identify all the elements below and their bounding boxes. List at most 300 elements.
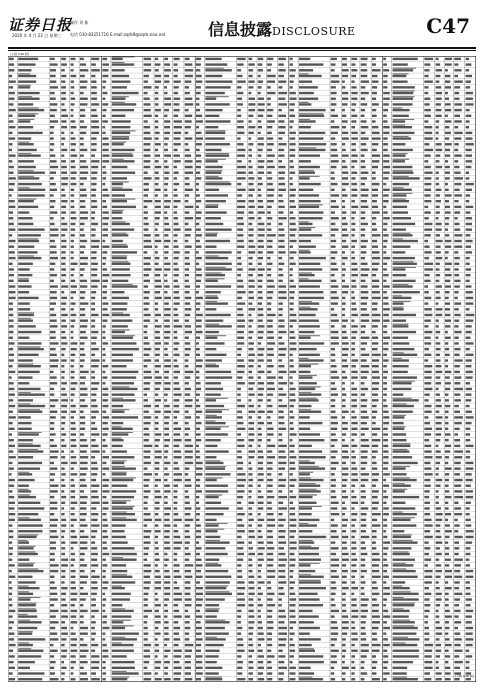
cell-text-mark bbox=[155, 439, 160, 441]
cell-text-mark bbox=[361, 496, 366, 498]
cell-text-mark bbox=[290, 246, 293, 248]
cell-text-mark bbox=[71, 143, 76, 145]
cell-text-mark bbox=[267, 661, 271, 663]
cell-text-mark bbox=[196, 467, 203, 469]
cell-text-mark bbox=[445, 172, 450, 174]
cell-text-mark bbox=[299, 147, 316, 148]
cell-text-mark bbox=[278, 263, 284, 265]
cell-text-mark bbox=[155, 274, 160, 276]
cell-text-mark bbox=[112, 251, 137, 253]
cell-text-mark bbox=[80, 337, 88, 339]
cell-text-mark bbox=[91, 297, 95, 299]
cell-text-mark bbox=[18, 540, 27, 541]
cell-text-mark bbox=[331, 450, 338, 452]
cell-text-mark bbox=[290, 433, 297, 435]
cell-text-mark bbox=[50, 234, 59, 236]
cell-text-mark bbox=[299, 393, 321, 395]
cell-text-mark bbox=[155, 672, 158, 674]
cell-text-mark bbox=[144, 280, 150, 282]
cell-text-mark bbox=[144, 291, 150, 293]
cell-text-mark bbox=[112, 371, 139, 373]
cell-text-mark bbox=[361, 382, 365, 384]
cell-text-mark bbox=[185, 638, 190, 640]
cell-text-mark bbox=[174, 496, 178, 498]
cell-text-mark bbox=[205, 274, 225, 276]
cell-text-mark bbox=[50, 388, 54, 390]
cell-text-mark bbox=[278, 98, 285, 100]
cell-text-mark bbox=[80, 302, 88, 304]
cell-text-mark bbox=[383, 297, 388, 299]
cell-text-mark bbox=[393, 568, 407, 569]
cell-text-mark bbox=[342, 166, 347, 168]
cell-text-mark bbox=[342, 143, 345, 145]
cell-text-mark bbox=[436, 388, 439, 390]
cell-text-mark bbox=[393, 615, 409, 617]
cell-text-mark bbox=[196, 103, 199, 105]
cell-text-mark bbox=[258, 393, 263, 395]
cell-text-mark bbox=[372, 80, 379, 82]
cell-text-mark bbox=[267, 342, 275, 344]
cell-text-mark bbox=[278, 325, 284, 327]
cell-text-mark bbox=[112, 244, 127, 245]
cell-text-mark bbox=[237, 337, 244, 339]
cell-text-mark bbox=[50, 496, 54, 498]
cell-text-mark bbox=[361, 172, 369, 174]
cell-text-mark bbox=[112, 211, 123, 213]
cell-text-mark bbox=[155, 297, 162, 299]
cell-text-mark bbox=[237, 234, 243, 236]
cell-text-mark bbox=[267, 445, 275, 447]
cell-text-mark bbox=[248, 217, 254, 219]
cell-text-mark bbox=[50, 376, 57, 378]
cell-text-mark bbox=[383, 598, 387, 600]
cell-text-mark bbox=[185, 143, 188, 145]
cell-text-mark bbox=[18, 598, 30, 600]
cell-text-mark bbox=[299, 166, 320, 168]
cell-text-mark bbox=[342, 456, 349, 458]
cell-text-mark bbox=[454, 319, 459, 321]
cell-text-mark bbox=[91, 416, 96, 418]
cell-text-mark bbox=[174, 86, 179, 88]
cell-text-mark bbox=[112, 517, 126, 518]
cell-text-mark bbox=[278, 92, 287, 94]
cell-text-mark bbox=[237, 308, 243, 310]
cell-text-mark bbox=[102, 319, 107, 321]
cell-text-mark bbox=[267, 302, 271, 304]
cell-text-mark bbox=[61, 485, 65, 487]
cell-text-mark bbox=[112, 69, 125, 71]
cell-text-mark bbox=[383, 58, 386, 60]
cell-text-mark bbox=[185, 615, 190, 617]
cell-text-mark bbox=[91, 342, 96, 344]
cell-text-mark bbox=[454, 280, 460, 282]
cell-text-mark bbox=[237, 433, 241, 435]
cell-text-mark bbox=[174, 650, 182, 652]
cell-text-mark bbox=[278, 467, 285, 469]
cell-text-mark bbox=[342, 587, 349, 589]
cell-text-mark bbox=[278, 456, 286, 458]
cell-text-mark bbox=[383, 120, 387, 122]
cell-text-mark bbox=[205, 530, 217, 532]
cell-text-mark bbox=[237, 228, 243, 230]
cell-text-mark bbox=[237, 177, 246, 179]
cell-text-mark bbox=[445, 86, 451, 88]
cell-text-mark bbox=[102, 359, 105, 361]
cell-text-mark bbox=[290, 234, 296, 236]
cell-text-mark bbox=[267, 314, 275, 316]
cell-text-mark bbox=[174, 160, 181, 162]
cell-text-mark bbox=[372, 490, 379, 492]
cell-text-mark bbox=[454, 285, 459, 287]
cell-text-mark bbox=[155, 570, 160, 572]
cell-text-mark bbox=[50, 359, 59, 361]
cell-text-mark bbox=[91, 183, 96, 185]
cell-text-mark bbox=[393, 314, 416, 316]
cell-text-mark bbox=[342, 530, 346, 532]
cell-text-mark bbox=[9, 137, 15, 139]
cell-text-mark bbox=[9, 291, 16, 293]
cell-text-mark bbox=[331, 467, 336, 469]
cell-text-mark bbox=[248, 399, 251, 401]
cell-text-mark bbox=[237, 587, 245, 589]
cell-text-mark bbox=[205, 615, 216, 617]
cell-text-mark bbox=[267, 467, 272, 469]
cell-text-mark bbox=[50, 342, 59, 344]
cell-text-mark bbox=[102, 615, 107, 617]
cell-text-mark bbox=[50, 638, 59, 640]
cell-text-mark bbox=[454, 92, 459, 94]
cell-text-mark bbox=[205, 382, 221, 384]
cell-text-mark bbox=[299, 58, 310, 60]
cell-text-mark bbox=[424, 467, 431, 469]
cell-text-mark bbox=[393, 381, 415, 382]
cell-text-mark bbox=[466, 126, 469, 128]
cell-text-mark bbox=[155, 80, 161, 82]
cell-text-mark bbox=[466, 331, 472, 333]
cell-text-mark bbox=[351, 627, 355, 629]
cell-text-mark bbox=[445, 183, 448, 185]
cell-text-mark bbox=[383, 257, 390, 259]
cell-text-mark bbox=[9, 433, 12, 435]
cell-text-mark bbox=[331, 570, 337, 572]
cell-text-mark bbox=[248, 473, 252, 475]
cell-text-mark bbox=[393, 551, 409, 552]
cell-text-mark bbox=[155, 263, 159, 265]
cell-text-mark bbox=[278, 228, 284, 230]
cell-text-mark bbox=[436, 137, 439, 139]
cell-text-mark bbox=[9, 263, 13, 265]
cell-text-mark bbox=[185, 126, 191, 128]
cell-text-mark bbox=[112, 490, 136, 492]
cell-text-mark bbox=[424, 422, 430, 424]
cell-text-mark bbox=[9, 297, 16, 299]
cell-text-mark bbox=[424, 581, 431, 583]
cell-text-mark bbox=[9, 189, 14, 191]
cell-text-mark bbox=[372, 456, 376, 458]
cell-text-mark bbox=[71, 530, 76, 532]
cell-text-mark bbox=[267, 399, 271, 401]
cell-text-mark bbox=[71, 331, 74, 333]
cell-text-mark bbox=[351, 433, 357, 435]
cell-text-mark bbox=[237, 314, 244, 316]
cell-text-mark bbox=[50, 308, 54, 310]
cell-text-mark bbox=[290, 576, 293, 578]
cell-text-mark bbox=[466, 137, 473, 139]
cell-text-mark bbox=[61, 234, 65, 236]
cell-text-mark bbox=[237, 365, 245, 367]
cell-text-mark bbox=[71, 450, 74, 452]
cell-text-mark bbox=[91, 570, 95, 572]
cell-text-mark bbox=[393, 274, 407, 276]
cell-text-mark bbox=[18, 587, 39, 589]
cell-text-mark bbox=[91, 166, 98, 168]
cell-text-mark bbox=[290, 365, 294, 367]
cell-text-mark bbox=[299, 502, 317, 504]
cell-text-mark bbox=[196, 149, 200, 151]
cell-text-mark bbox=[174, 143, 181, 145]
cell-text-mark bbox=[9, 445, 15, 447]
cell-text-mark bbox=[466, 502, 471, 504]
cell-text-mark bbox=[351, 541, 356, 543]
cell-text-mark bbox=[278, 559, 287, 561]
cell-text-mark bbox=[237, 302, 245, 304]
cell-text-mark bbox=[393, 650, 420, 652]
cell-text-mark bbox=[71, 638, 77, 640]
cell-text-mark bbox=[155, 172, 159, 174]
cell-text-mark bbox=[454, 143, 458, 145]
cell-text-mark bbox=[80, 541, 87, 543]
cell-text-mark bbox=[196, 439, 201, 441]
cell-text-mark bbox=[383, 667, 387, 669]
cell-text-mark bbox=[436, 132, 439, 134]
cell-text-mark bbox=[393, 183, 409, 185]
cell-text-mark bbox=[80, 433, 84, 435]
cell-text-mark bbox=[50, 445, 57, 447]
cell-text-mark bbox=[237, 58, 245, 60]
cell-text-mark bbox=[424, 672, 430, 674]
cell-text-mark bbox=[393, 238, 403, 239]
cell-text-mark bbox=[424, 154, 430, 156]
cell-text-mark bbox=[80, 200, 85, 202]
cell-text-mark bbox=[361, 587, 364, 589]
cell-text-mark bbox=[361, 411, 367, 413]
cell-text-mark bbox=[393, 154, 406, 156]
cell-text-mark bbox=[91, 160, 99, 162]
cell-text-mark bbox=[383, 103, 389, 105]
cell-text-mark bbox=[258, 223, 264, 225]
cell-text-mark bbox=[383, 291, 387, 293]
cell-text-mark bbox=[164, 325, 170, 327]
cell-text-mark bbox=[445, 137, 449, 139]
cell-text-mark bbox=[18, 428, 32, 430]
cell-text-mark bbox=[258, 650, 263, 652]
cell-text-mark bbox=[164, 496, 167, 498]
cell-text-mark bbox=[71, 92, 74, 94]
cell-text-mark bbox=[155, 280, 161, 282]
cell-text-mark bbox=[164, 194, 168, 196]
cell-text-mark bbox=[91, 411, 99, 413]
cell-text-mark bbox=[267, 553, 273, 555]
cell-text-mark bbox=[61, 149, 67, 151]
cell-text-mark bbox=[436, 627, 442, 629]
cell-text-mark bbox=[454, 75, 458, 77]
cell-text-mark bbox=[445, 348, 449, 350]
cell-text-mark bbox=[436, 553, 442, 555]
cell-text-mark bbox=[185, 485, 192, 487]
cell-text-mark bbox=[393, 187, 404, 188]
cell-text-mark bbox=[299, 268, 322, 270]
cell-text-mark bbox=[155, 58, 158, 60]
cell-text-mark bbox=[237, 570, 242, 572]
cell-text-mark bbox=[454, 223, 459, 225]
cell-text-mark bbox=[258, 120, 262, 122]
cell-text-mark bbox=[393, 125, 405, 126]
cell-text-mark bbox=[278, 587, 283, 589]
cell-text-mark bbox=[383, 285, 390, 287]
cell-text-mark bbox=[393, 200, 409, 202]
cell-text-mark bbox=[71, 678, 76, 680]
cell-text-mark bbox=[91, 217, 95, 219]
cell-text-mark bbox=[258, 564, 262, 566]
cell-text-mark bbox=[299, 291, 323, 293]
cell-text-mark bbox=[102, 337, 105, 339]
cell-text-mark bbox=[372, 348, 378, 350]
cell-text-mark bbox=[91, 132, 99, 134]
cell-text-mark bbox=[112, 500, 131, 501]
cell-text-mark bbox=[102, 433, 107, 435]
cell-text-mark bbox=[454, 473, 460, 475]
cell-text-mark bbox=[351, 149, 355, 151]
cell-text-mark bbox=[196, 234, 202, 236]
cell-text-mark bbox=[248, 576, 254, 578]
cell-text-mark bbox=[155, 337, 160, 339]
cell-text-mark bbox=[80, 610, 88, 612]
cell-text-mark bbox=[112, 627, 125, 629]
cell-text-mark bbox=[424, 217, 428, 219]
cell-text-mark bbox=[278, 519, 285, 521]
cell-text-mark bbox=[424, 547, 430, 549]
cell-text-mark bbox=[9, 462, 13, 464]
cell-text-mark bbox=[331, 160, 339, 162]
cell-text-mark bbox=[61, 257, 66, 259]
cell-text-mark bbox=[9, 257, 16, 259]
cell-text-mark bbox=[342, 598, 346, 600]
cell-text-mark bbox=[9, 274, 14, 276]
cell-text-mark bbox=[466, 251, 472, 253]
cell-text-mark bbox=[267, 257, 271, 259]
cell-text-mark bbox=[144, 490, 151, 492]
cell-text-mark bbox=[351, 502, 358, 504]
cell-text-mark bbox=[185, 632, 189, 634]
cell-text-mark bbox=[205, 364, 216, 365]
cell-text-mark bbox=[361, 98, 366, 100]
cell-text-mark bbox=[174, 58, 180, 60]
cell-text-mark bbox=[436, 120, 440, 122]
cell-text-mark bbox=[258, 485, 261, 487]
cell-text-mark bbox=[278, 450, 285, 452]
cell-text-mark bbox=[424, 126, 432, 128]
cell-text-mark bbox=[299, 132, 325, 134]
cell-text-mark bbox=[299, 563, 320, 564]
cell-text-mark bbox=[205, 466, 226, 467]
cell-text-mark bbox=[205, 450, 228, 452]
cell-text-mark bbox=[196, 80, 202, 82]
cell-text-mark bbox=[393, 415, 406, 416]
cell-text-mark bbox=[155, 189, 161, 191]
cell-text-mark bbox=[393, 620, 410, 621]
cell-text-mark bbox=[351, 450, 354, 452]
cell-text-mark bbox=[112, 638, 137, 640]
cell-text-mark bbox=[71, 337, 74, 339]
cell-text-mark bbox=[424, 149, 433, 151]
cell-text-mark bbox=[237, 393, 240, 395]
cell-text-mark bbox=[185, 513, 191, 515]
cell-text-mark bbox=[383, 194, 388, 196]
cell-text-mark bbox=[174, 132, 182, 134]
cell-text-mark bbox=[361, 228, 366, 230]
cell-text-mark bbox=[185, 667, 191, 669]
cell-text-mark bbox=[342, 302, 346, 304]
cell-text-mark bbox=[9, 115, 13, 117]
cell-text-mark bbox=[112, 354, 133, 356]
cell-text-mark bbox=[155, 314, 161, 316]
cell-text-mark bbox=[351, 496, 356, 498]
disclosure-table-grid bbox=[8, 56, 476, 682]
cell-text-mark bbox=[466, 462, 474, 464]
cell-text-mark bbox=[393, 149, 413, 151]
cell-text-mark bbox=[393, 598, 419, 600]
cell-text-mark bbox=[372, 604, 379, 606]
cell-text-mark bbox=[466, 405, 470, 407]
cell-text-mark bbox=[112, 650, 134, 652]
cell-text-mark bbox=[91, 189, 96, 191]
cell-text-mark bbox=[9, 541, 12, 543]
cell-text-mark bbox=[393, 627, 418, 629]
cell-text-mark bbox=[112, 625, 134, 626]
cell-text-mark bbox=[436, 513, 443, 515]
cell-text-mark bbox=[50, 177, 54, 179]
cell-text-mark bbox=[445, 456, 449, 458]
cell-text-mark bbox=[372, 399, 379, 401]
cell-text-mark bbox=[290, 547, 297, 549]
cell-text-mark bbox=[267, 382, 274, 384]
cell-text-mark bbox=[144, 439, 149, 441]
cell-text-mark bbox=[71, 581, 76, 583]
cell-text-mark bbox=[155, 371, 159, 373]
cell-text-mark bbox=[80, 473, 86, 475]
cell-text-mark bbox=[102, 502, 108, 504]
cell-text-mark bbox=[299, 348, 317, 350]
cell-text-mark bbox=[196, 615, 202, 617]
cell-text-mark bbox=[174, 308, 178, 310]
cell-text-mark bbox=[80, 137, 84, 139]
cell-text-mark bbox=[258, 291, 263, 293]
cell-text-mark bbox=[248, 132, 253, 134]
cell-text-mark bbox=[278, 297, 286, 299]
cell-text-mark bbox=[393, 593, 419, 595]
cell-text-mark bbox=[342, 462, 346, 464]
cell-text-mark bbox=[71, 388, 76, 390]
cell-text-mark bbox=[18, 154, 41, 156]
cell-text-mark bbox=[18, 240, 39, 242]
cell-text-mark bbox=[237, 280, 243, 282]
cell-text-mark bbox=[393, 302, 404, 304]
cell-text-mark bbox=[299, 183, 321, 185]
cell-text-mark bbox=[361, 143, 366, 145]
cell-text-mark bbox=[436, 462, 440, 464]
cell-text-mark bbox=[454, 382, 460, 384]
cell-text-mark bbox=[185, 92, 190, 94]
